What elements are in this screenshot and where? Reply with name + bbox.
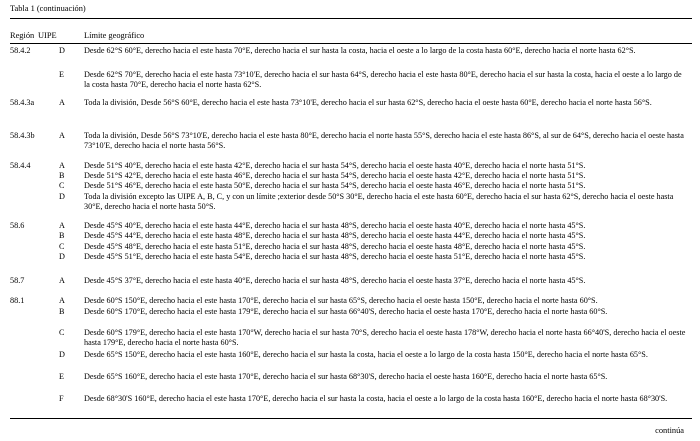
row-uipe: D bbox=[59, 192, 65, 201]
row-region: 58.4.4 bbox=[10, 161, 31, 170]
header-limit: Límite geográfico bbox=[84, 31, 145, 40]
row-uipe: A bbox=[59, 276, 65, 285]
header-region: Región bbox=[10, 31, 35, 40]
row-limit: Desde 60°S 170°E, derecho hacia el este hasta 179°E, derecho hacia el sur hasta 66°40'S, derecho hacia el oeste hasta 170°E, derecho hacia el norte hasta 60°S. bbox=[84, 307, 608, 316]
row-uipe: C bbox=[59, 181, 65, 190]
row-region: 58.7 bbox=[10, 276, 25, 285]
row-limit: Desde 68°30'S 160°E, derecho hacia el este hasta 170°E, derecho hacia el sur hasta la costa, hacia el oeste a lo largo de la costa hasta 160°E, derecho hacia el norte hasta 68°30'S. bbox=[84, 394, 668, 403]
header-uipe: UIPE bbox=[38, 31, 57, 40]
row-uipe: D bbox=[59, 46, 65, 55]
row-limit: Desde 51°S 40°E, derecho hacia el este hasta 42°E, derecho hacia el sur hasta 54°S, derecho hacia el oeste hasta 40°E, derecho hacia el norte hasta 51°S. bbox=[84, 161, 586, 170]
row-region: 58.4.3b bbox=[10, 131, 35, 140]
continue-note: continúa bbox=[655, 426, 684, 435]
row-limit: Desde 51°S 46°E, derecho hacia el este hasta 50°E, derecho hacia el sur hasta 54°S, derecho hacia el oeste hasta 46°E, derecho hacia el norte hasta 51°S. bbox=[84, 181, 586, 190]
row-region: 58.4.2 bbox=[10, 46, 31, 55]
bottom-rule bbox=[10, 418, 692, 419]
row-limit: Desde 62°S 70°E, derecho hacia el este hasta 73°10'E, derecho hacia el sur hasta 64°S, derecho hacia el este hasta 80°E, derecho hacia el sur hasta la costa, hacia el oeste a lo largo de la costa hasta 70°E, derecho hacia el norte hasta 62°S. bbox=[84, 70, 682, 90]
row-limit: Toda la división, Desde 56°S 60°E, derecho hacia el este hasta 73°10'E, derecho hacia el sur hasta 62°S, derecho hacia el oeste hasta 60°E, derecho hacia el norte hasta 56°S. bbox=[84, 98, 652, 107]
row-limit: Desde 51°S 42°E, derecho hacia el este hasta 46°E, derecho hacia el sur hasta 54°S, derecho hacia el oeste hasta 42°E, derecho hacia el norte hasta 51°S. bbox=[84, 171, 586, 180]
row-uipe: B bbox=[59, 231, 65, 240]
row-region: 58.6 bbox=[10, 221, 25, 230]
row-region: 58.4.3a bbox=[10, 98, 35, 107]
row-limit: Desde 65°S 150°E, derecho hacia el este hasta 160°E, derecho hacia el sur hasta la costa, hacia el oeste a lo largo de la costa hasta 150°E, derecho hacia el norte hasta 65°S. bbox=[84, 350, 648, 359]
row-uipe: B bbox=[59, 171, 65, 180]
row-uipe: F bbox=[59, 394, 64, 403]
row-uipe: E bbox=[59, 372, 65, 381]
row-uipe: A bbox=[59, 296, 65, 305]
table-caption: Tabla 1 (continuación) bbox=[10, 4, 86, 13]
row-limit: Desde 45°S 44°E, derecho hacia el este hasta 48°E, derecho hacia el sur hasta 48°S, derecho hacia el oeste hasta 44°E, derecho hacia el norte hasta 45°S. bbox=[84, 231, 586, 240]
row-uipe: D bbox=[59, 252, 65, 261]
row-limit: Desde 45°S 37°E, derecho hacia el este hasta 40°E, derecho hacia el sur hasta 48°S, derecho hacia el oeste hasta 37°E, derecho hacia el norte hasta 45°S. bbox=[84, 276, 586, 285]
row-uipe: E bbox=[59, 70, 65, 79]
row-uipe: C bbox=[59, 242, 65, 251]
row-uipe: A bbox=[59, 131, 65, 140]
top-rule bbox=[10, 18, 692, 19]
row-limit: Desde 45°S 48°E, derecho hacia el este hasta 51°E, derecho hacia el sur hasta 48°S, derecho hacia el oeste hasta 48°E, derecho hacia el norte hasta 45°S. bbox=[84, 242, 586, 251]
row-limit: Desde 60°S 150°E, derecho hacia el este hasta 170°E, derecho hacia el sur hasta 65°S, derecho hacia el oeste hasta 150°E, derecho hacia el norte hasta 60°S. bbox=[84, 296, 598, 305]
row-limit: Toda la división excepto las UIPE A, B, C, y con un límite ;exterior desde 50°S 30°E, derecho hacia el este hasta 60°E, derecho hacia el sur hasta 62°S, derecho hacia el oeste hasta 30°E, derecho hacia el norte hasta 50°S. bbox=[84, 192, 674, 212]
row-uipe: A bbox=[59, 98, 65, 107]
row-uipe: A bbox=[59, 221, 65, 230]
row-limit: Toda la división, Desde 56°S 73°10'E, derecho hacia el este hasta 80°E, derecho hacia el norte hasta 55°S, derecho hacia el este hasta 86°S, al sur de 64°S, derecho hacia el oeste hasta 73°10'E, derecho hacia el norte hasta 56°S. bbox=[84, 131, 684, 151]
header-rule bbox=[10, 43, 692, 44]
row-region: 88.1 bbox=[10, 296, 25, 305]
row-uipe: B bbox=[59, 307, 65, 316]
row-uipe: C bbox=[59, 328, 65, 337]
row-limit: Desde 45°S 40°E, derecho hacia el este hasta 44°E, derecho hacia el sur hasta 48°S, derecho hacia el oeste hasta 40°E, derecho hacia el norte hasta 45°S. bbox=[84, 221, 586, 230]
row-limit: Desde 60°S 179°E, derecho hacia el este hasta 170°W, derecho hacia el sur hasta 70°S, derecho hacia el oeste hasta 178°W, derecho hacia el norte hasta 66°40'S, derecho hacia el oeste hasta 179°E, derecho hacia el norte hasta 60°S. bbox=[84, 328, 686, 348]
row-limit: Desde 45°S 51°E, derecho hacia el este hasta 54°E, derecho hacia el sur hasta 48°S, derecho hacia el oeste hasta 51°E, derecho hacia el norte hasta 45°S. bbox=[84, 252, 586, 261]
row-uipe: D bbox=[59, 350, 65, 359]
row-limit: Desde 62°S 60°E, derecho hacia el este hasta 70°E, derecho hacia el sur hasta la costa, hacia el oeste a lo largo de la costa hasta 60°E, derecho hacia el norte hasta 62°S. bbox=[84, 46, 636, 55]
row-uipe: A bbox=[59, 161, 65, 170]
row-limit: Desde 65°S 160°E, derecho hacia el este hasta 170°E, derecho hacia el sur hasta 68°30'S, derecho hacia el oeste hasta 160°E, derecho hacia el norte hasta 65°S. bbox=[84, 372, 608, 381]
